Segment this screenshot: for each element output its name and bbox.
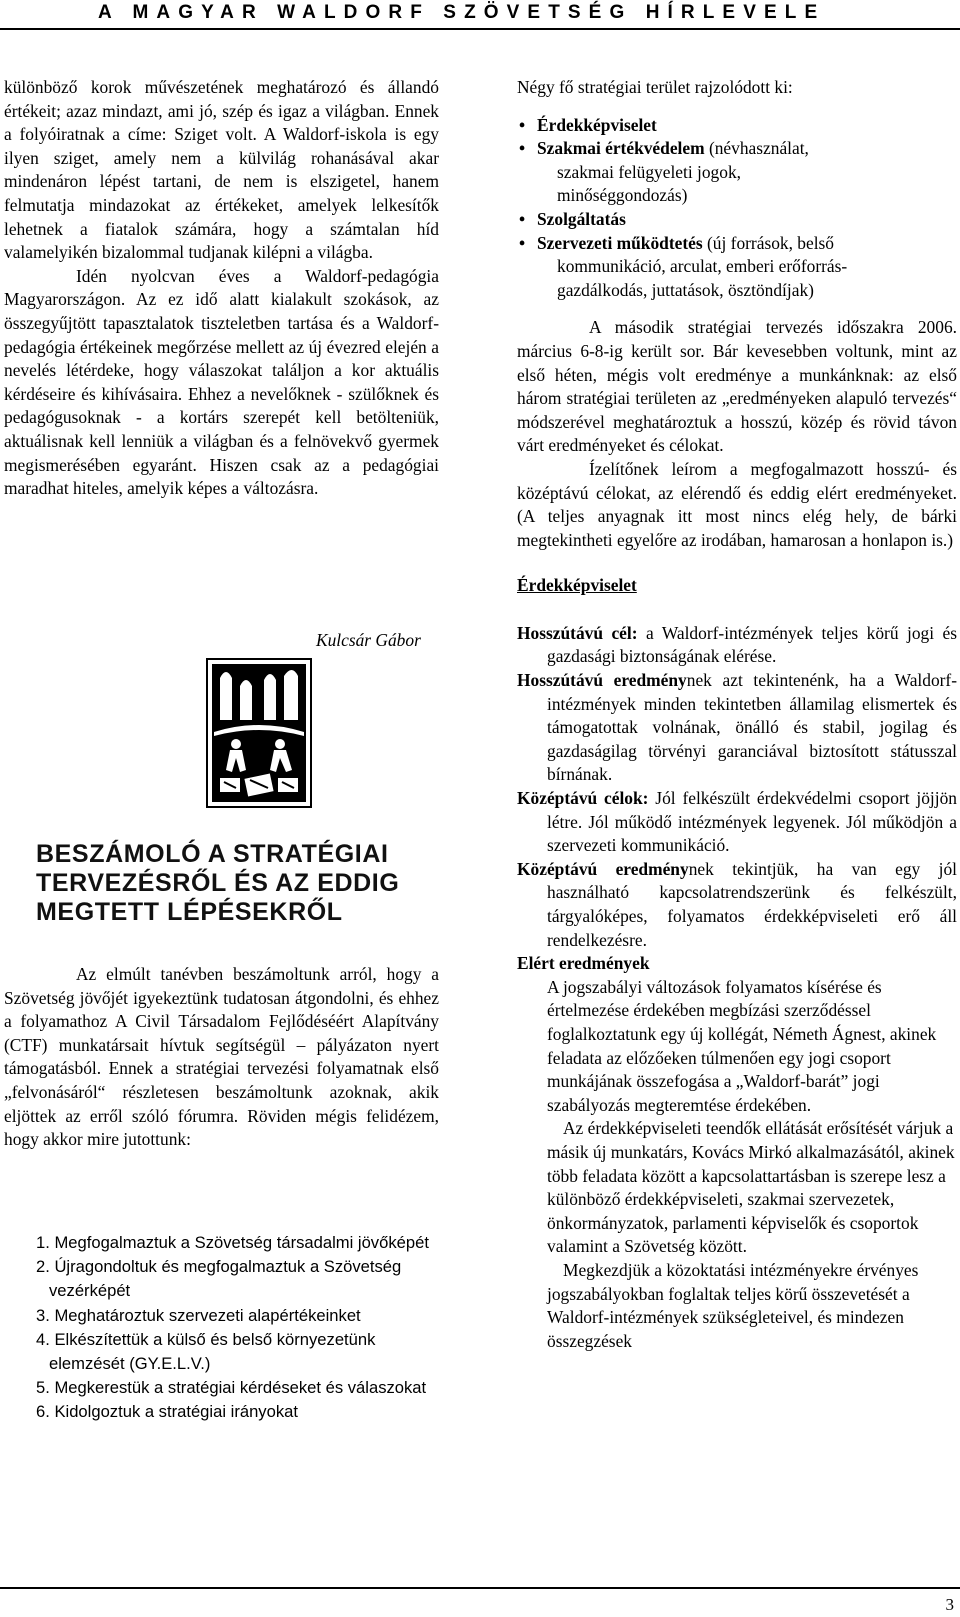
- result-paragraph-1: A jogszabályi változások folyamatos kísérése és értelmezése érdekében megbízási szerződéssel foglalkoztatunk egy új kollégát, Németh Ágnest, akinek feladata az előzőeken túlmenően egy jogi csoport munkájának összefogása a „Waldorf-barát” jogi szabályozás megteremtése érdekében.: [547, 976, 937, 1115]
- list-item: 6. Kidolgoztuk a stratégiai irányokat: [36, 1402, 298, 1422]
- list-item: [517, 232, 957, 303]
- list-item: 1. Megfogalmaztuk a Szövetség társadalmi jövőképét: [36, 1233, 429, 1252]
- area-detail: (új források, belső: [702, 232, 835, 253]
- right-paragraph-2: Ízelítőnek leírom a megfogalmazott hosszú- és középtávú célokat, az elérendő és eddig elért eredményeket. (A teljes anyagnak itt most nincs elég hely, de bárki megtekintheti egyelőre az irodában, hamarosan a honlapon is.): [517, 458, 957, 550]
- area-detail-line: szakmai felügyeleti jogok,: [557, 161, 741, 182]
- newsletter-title: A MAGYAR WALDORF SZÖVETSÉG HÍRLEVELE: [98, 2, 826, 23]
- area-name: Szolgáltatás: [537, 208, 626, 229]
- goal-text: nek azt tekintenénk, ha a Waldorf-intézmények minden tekintetben államilag elismertek és támogatottak volnának, önálló és stabil, jogilag és gazdaságilag törvényi garanciával biztosított státusszal bírnának.: [547, 670, 958, 785]
- area-name: Szakmai értékvédelem: [537, 138, 705, 159]
- list-item: 5. Megkerestük a stratégiai kérdéseket és válaszokat: [36, 1378, 427, 1398]
- list-item: 4. Elkészítettük a külső és belső környezetünk elemzését (GY.E.L.V.): [36, 1329, 376, 1374]
- area-detail: (névhasználat,: [704, 138, 809, 159]
- right-paragraph-1: A második stratégiai tervezés időszakra 2006. március 6-8-ig került sor. Bár kevesebben voltunk, mint az első héten, mégis volt eredménye a munkánknak: az első három stratégiai területen az „eredményeken alapuló tervezés“ módszerével meghatároztuk a hosszú, közép és rövid távon várt eredményeket és célokat.: [517, 317, 957, 456]
- steps-list: [36, 1231, 436, 1425]
- strategic-areas-list: [517, 114, 957, 303]
- long-term-result: [517, 669, 957, 787]
- left-paragraph-2: Idén nyolcvan éves a Waldorf-pedagógia Magyarországon. Az ez idő alatt kialakult szokások, az összegyűjtött tapasztalatok tiszteletben tartása és a Waldorf-pedagógia értékeinek megőrzése mellett az új évezred elején a nevelés létérdeke, hogy válaszokat találjon a kor aktuális kérdéseire és kihívásaira. Ehhez a nevelőknek - szülőknek és pedagógusoknak - a kortárs szerepét kell betölteniük, aktuálisnak kell lenniük a világban és a felnövekvő gyermek megismerésében egyaránt. Hiszen csak az a pedagógiai maradhat hiteles, amelyik képes a változásra.: [4, 265, 439, 499]
- list-item: [517, 137, 957, 208]
- right-column: [517, 76, 957, 1353]
- page-number: 3: [945, 1595, 954, 1614]
- areas-intro: Négy fő stratégiai terület rajzolódott ki:: [517, 77, 793, 97]
- article-headline: [36, 840, 431, 927]
- goal-text: Jól felkészült érdekvédelmi csoport jöjjön létre. Jól működő intézmények legyenek. Jól működjön a szervezeti kommunikáció.: [547, 788, 957, 856]
- mid-term-goals: [517, 787, 957, 858]
- result-paragraph-2: Az érdekképviseleti teendők ellátását erősítését várjuk a másik új munkatárs, Kovács Mirkó alkalmazásától, akinek több feladata között a kapcsolattartásban is szerepe lesz a különböző érdekképviseleti, szakmai szervezetek, önkormányzatok, parlamenti képviselők és csoportok valamint a Szövetség között.: [547, 1118, 955, 1257]
- result-paragraph-3: Megkezdjük a közoktatási intézményekre érvényes jogszabályokban foglaltak teljes körű összevetését a Waldorf-intézmények szükségleteivel, és mindezen összegzések: [547, 1259, 919, 1351]
- footer-rule: [0, 1587, 960, 1589]
- achieved-results-heading: Elért eredmények: [517, 953, 650, 974]
- left-column: [4, 76, 439, 501]
- headline-line-3: MEGTETT LÉPÉSEKRŐL: [36, 898, 343, 926]
- list-item: [517, 208, 957, 232]
- list-item: [517, 114, 957, 138]
- long-term-goal: [517, 622, 957, 669]
- newsletter-header: [0, 0, 960, 30]
- woodcut-illustration: [206, 658, 312, 808]
- list-item: 2. Újragondoltuk és megfogalmaztuk a Szövetség vezérképét: [36, 1257, 402, 1301]
- mid-term-result: [517, 858, 957, 952]
- area-name: Érdekképviselet: [537, 114, 657, 135]
- goal-label: Középtávú eredmény: [517, 858, 689, 879]
- left-paragraph-1: különböző korok művészetének meghatározó és állandó értékeit; azaz mindazt, ami jó, szép és igaz a világban. Ennek a folyóiratnak a címe: Sziget volt. A Waldorf-iskola is egy ilyen sziget, amely nem a külvilág rohanásával akar mindenáron lépést tartani, de nem is elszigetel, hanem felmutatja mindazokat az értékeket, amelyek lelkesítők lehetnek a fiatalok számára, hogy a számtalan híd valamelyikén bizalommal tudjanak kilépni a világba.: [4, 77, 439, 263]
- goal-label: Hosszútávú eredmény: [517, 670, 687, 691]
- article-intro: [4, 963, 439, 1152]
- headline-line-2: TERVEZÉSRŐL ÉS AZ EDDIG: [36, 869, 400, 897]
- area-detail-line: kommunikáció, arculat, emberi erőforrás-: [557, 256, 848, 277]
- goal-label: Hosszútávú cél:: [517, 622, 638, 643]
- goal-text: nek tekintjük, ha van egy jól használható kapcsolatrendszerünk és felkészült, tárgyalóképes, folyamatos érdekképviseleti erő áll rendelkezésre.: [547, 858, 958, 950]
- area-detail-line: minőséggondozás): [557, 185, 688, 206]
- area-detail-line: gazdálkodás, juttatások, ösztöndíjak): [557, 279, 814, 300]
- area-name: Szervezeti működtetés: [537, 232, 703, 253]
- headline-line-1: BESZÁMOLÓ A STRATÉGIAI: [36, 840, 389, 868]
- header-rule: [0, 28, 960, 30]
- author-signature: Kulcsár Gábor: [316, 630, 421, 650]
- list-item: 3. Meghatároztuk szervezeti alapértékeinket: [36, 1305, 361, 1325]
- goal-label: Középtávú célok:: [517, 788, 649, 809]
- section-heading: Érdekképviselet: [517, 575, 637, 596]
- article-intro-paragraph: Az elmúlt tanévben beszámoltunk arról, hogy a Szövetség jövőjét igyekeztünk tudatosan átgondolni, és ehhez a folyamathoz A Civil Társadalom Fejlődéséért Alapítvány (CTF) munkatársait hívtuk segítségül – pályázaton nyert támogatásból. Ennek a stratégiai tervezési folyamatnak első „felvonásáról“ részletesen beszámoltunk azoknak, akik eljöttek az erről szóló fórumra. Röviden mégis felidézem, hogy akkor mire jutottunk:: [4, 964, 439, 1150]
- goal-text: a Waldorf-intézmények teljes körű jogi és gazdasági biztonságának elérése.: [547, 622, 957, 667]
